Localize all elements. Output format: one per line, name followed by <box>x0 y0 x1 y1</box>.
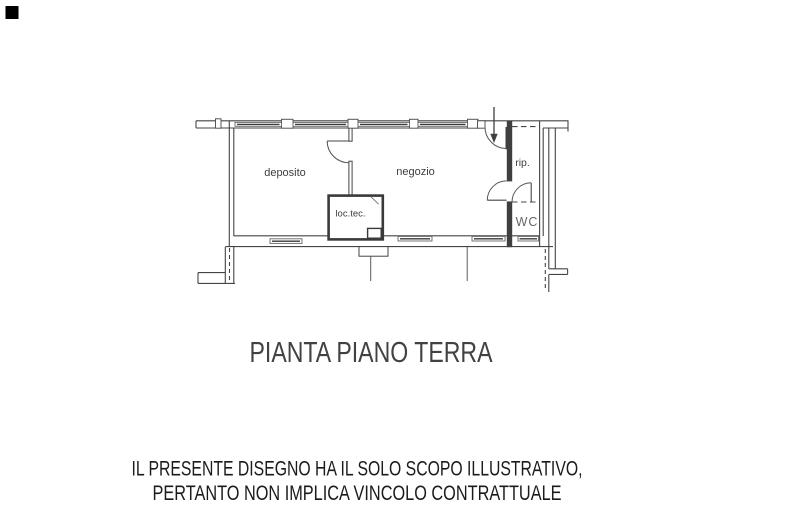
window-sill <box>472 236 505 241</box>
window-sills <box>235 122 539 243</box>
door-deposito <box>327 141 349 163</box>
pier <box>216 119 222 128</box>
partition-wall-negozio-rip <box>507 121 512 247</box>
room-label-loc-tec: loc.tec. <box>335 208 366 220</box>
divider-lower-segment <box>349 161 352 196</box>
room-label-negozio: negozio <box>396 166 435 178</box>
plan-title: PIANTA PIANO TERRA <box>249 337 494 369</box>
loc-tec-step <box>368 228 382 238</box>
pier <box>410 119 419 128</box>
door-negozio-to-rip <box>487 181 506 200</box>
room-label-rip: rip. <box>515 157 530 169</box>
pier <box>468 119 479 128</box>
pier <box>348 119 358 128</box>
window-sill <box>270 239 302 244</box>
door-wc <box>512 183 531 202</box>
window-sill <box>235 122 282 126</box>
window-sill <box>358 122 410 126</box>
pier <box>282 119 294 128</box>
room-labels <box>264 157 538 229</box>
window-sill <box>293 122 348 126</box>
right-adjacent-wall <box>549 128 556 269</box>
entrance-jamb <box>478 121 486 128</box>
disclaimer <box>132 458 583 506</box>
doors <box>327 127 531 202</box>
window-sill <box>518 236 539 241</box>
divider-wall-deposito-negozio <box>349 128 352 196</box>
scan-artifact-square <box>6 6 19 19</box>
partition-lower-segment <box>507 201 512 247</box>
partition-upper-segment <box>507 121 512 182</box>
room-label-wc: WC <box>515 215 539 229</box>
disclaimer-line-1: IL PRESENTE DISEGNO HA IL SOLO SCOPO ILLUSTRATIVO, <box>131 457 583 481</box>
divider-upper-segment <box>349 128 352 141</box>
entrance-arrow-icon <box>490 107 497 143</box>
disclaimer-line-2: PERTANTO NON IMPLICA VINCOLO CONTRATTUALE <box>152 482 562 505</box>
bottom-protrusion <box>359 247 388 257</box>
room-label-deposito: deposito <box>264 167 306 179</box>
window-sill <box>398 236 432 241</box>
window-sill <box>418 122 468 126</box>
right-adjacent-stub <box>549 269 568 275</box>
